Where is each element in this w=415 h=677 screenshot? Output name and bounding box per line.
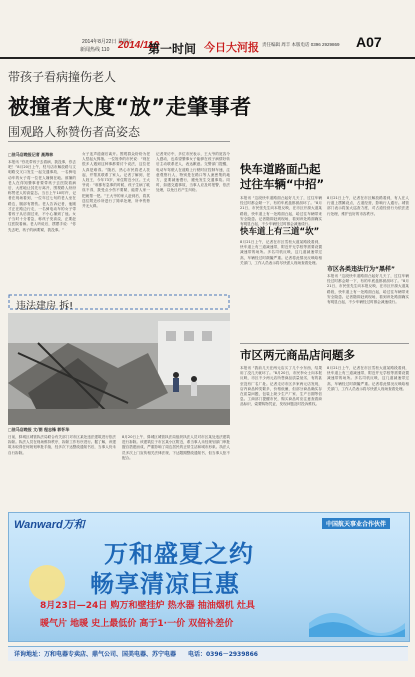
ad-partner-tag: 中国航天事业合作伙伴 [322,518,390,529]
main-subhead: 围观路人称赞伤者高姿态 [8,125,141,139]
badge-110: 2014/110 [118,40,159,51]
story2-body: 8月21日上午，记者在市区雪松大道某路段看到，快车道上有三道减速带，附近并无学校等需要设置减速带的场所。多名司机反映，这几道减速带过高，车辆经过时颠簸严重。记者将此情况反映给相关部门，工作人员表示将尽快派人现场查看处理。 [240,240,322,265]
news-hotline: 新闻热线 110 [80,47,110,53]
story1-title-line2: 过往车辆“中招” [240,177,325,191]
main-headline: 被撞者大度“放”走肇事者 [8,95,252,119]
story3-title: 市区各类违法行为“黑样” [327,266,395,273]
newspaper-logo: 今日大河报 [204,41,259,54]
story3-body: 本报讯 “这段快车道路面凸起好几天了，过往车辆经过时都会颠一下，有的车底盘都被刮坏了。”8月21日，市民张先生向本报反映，在市区开源大道某路段，快车道上有一处路面凸起，给过往车辆带来安全隐患。记者随即赶到现场，看到该处路面确实有明显凸起，不少车辆经过时都会减速绕行。 [327,274,409,305]
main-byline: □驻马店晚报记者 高海林 [8,152,54,157]
story1-body-b: 8月21日上午，记者在市区解放路看到，有人在人行道上摆摊设点，占道经营，影响行人通行。城管部门表示将加大巡查力度，对占道经营行为依法进行处理，维护良好的市容秩序。 [327,196,409,216]
issue-date: 2014年8月22日 星期五 [82,39,133,45]
ad-title-line1: 万和盛夏之约 [104,540,254,568]
story1-title [240,162,324,192]
main-body-col3: 记者采访中，多位市民表示，王大爷的宽容令人感动，也希望肇事女子能够在孩子病情好转后主动联系老人，表达歉意。交警部门提醒，电动车驾驶人在道路上行驶时应控制车速，注意观察行人，特别是在路口等人流密集的地方，更要减速慢行，避免发生交通事故。同时，如遇交通事故，当事人应及时报警，依法处理，以免日后产生纠纷。 [156,152,230,193]
main-body-col2: 女子连声道谢后离开。围观群众纷纷为老人竖起大拇指。一位姓李的市民说：“现在很多人遇到这种事都要讨个说法，这位老人真是难得。”随后，热心市民将老人扶起，并帮其联系了家人。记者了解到，老人姓王，今年73岁，家住附近小区。王大爷说：“谁都有急事的时候，孩子生病了耽误不得，我受点小伤不要紧，能帮人家一把就帮一把。”王大爷的家人赶到后，将其送往附近诊所进行了简单处理，所幸伤势并无大碍。 [82,152,150,209]
story2-title: 快车道上有三道“坎” [240,227,320,237]
story4-body-a: 本报讯 “我前几天在两元店买了几个小东西，结果用了没几天就坏了。”8月20日，市民李女士向本报反映，市区不少两元店所售商品质量低劣，有的甚至没有厂名厂址。记者走访市区多家两元店发现，店内商品种类繁多，价格低廉，但部分商品确实存在质量问题，包装上缺少生产厂家、生产日期等信息。工商部门提醒市民，购买商品时应注意查看商品标识，索要购物凭证，发现问题及时投诉维权。 [240,366,322,407]
photo-caption-text: 日前，驿城区城管执法局联合有关部门对市区某处违法建筑进行依法拆除。执法人员在现场维持秩序，拆除工作有序进行。据了解，该建筑未取得任何规划审批手续，经多次下达整改通知书后，当事人仍未自行拆除。 [8,435,116,455]
waves-icon [309,593,405,637]
demolition-scene-icon [8,313,230,425]
ad-contact-info: 详询地址：万和电器专卖店、鼎气公司、国美电器、苏宁电器 电话：0396－2939866 [14,651,258,658]
right-divider [240,343,409,344]
header-divider [0,57,415,59]
story4-title: 市区两元商品店问题多 [240,348,355,362]
ad-promo-offer: 暖气片 地暖 史上最低价 高于1·一价 双倍补差价 [40,619,234,629]
section-title: 第一时间 [148,42,197,56]
ad-brand: Wanward万和 [14,519,85,531]
story1-body-a: 本报讯 “这段快车道路面凸起好几天了，过往车辆经过时都会颠一下，有的车底盘都被刮坏了。”8月21日，市民张先生向本报反映，在市区开源大道某路段，快车道上有一处路面凸起，给过往车辆带来安全隐患。记者随即赶到现场，看到该处路面确实有明显凸起，不少车辆经过时都会减速绕行。 [240,196,322,227]
main-kicker: 带孩子看病撞伤老人 [8,70,117,84]
page-number: A07 [356,34,382,50]
ad-title-line2: 畅享清凉巨惠 [90,570,240,598]
story4-body-b: 8月21日上午，记者在市区雪松大道某路段看到，快车道上有三道减速带，附近并无学校等需要设置减速带的场所。多名司机反映，这几道减速带过高，车辆经过时颠簸严重。记者将此情况反映给相关部门，工作人员表示将尽快派人现场查看处理。 [327,366,409,391]
photo-byline: □驻马店晚报 文/图 程志锋 郭怀华 [8,427,70,432]
photo-section-label: 违法建房 拆! [16,301,74,312]
demolition-photo [8,313,230,425]
headline-divider [8,141,230,142]
editor-meta: 责任编辑 周丰 本版电话 0396 2929869 [262,42,340,47]
main-body-col1: 本报讯 “你先带孩子去看病，我没事，你去吧！”8月20日上午，驻马店市解放路与文明路交叉口发生一起交通事故，一名骑电动车的女子将一位老人撞倒在地。被撞的老人在得知肇事者要带孩子去医院看病后，大度地让其先行离开，围观路人纷纷称赞老人的高姿态。当日上午10时许，记者在现场看到，一位年过七旬的老人坐在路边，腿部有擦伤。老人告诉记者，他刚才正在路边行走，一名骑电动车的女子带着孩子从后面过来，不小心撞到了他。女子当时十分着急，称孩子发高烧，正要赶往医院看病。老人听说后，摆摆手说：“你先去吧，孩子的病要紧，我没事。” [8,160,76,232]
photo-body-text: 8月20日上午，驿城区城管执法局组织执法人员对市区某处违法建筑进行拆除。该建筑位于市区某小区附近，系当事人未经规划部门审批擅自搭建而成，严重影响了周边居民的正常生活和城市形象。执法人员多次上门宣传相关法律法规，下达限期整改通知书，但当事人拒不配合。 [122,435,230,460]
ad-promo-dates: 8月23日—24日 购万和壁挂炉 热水器 抽油烟机 灶具 [40,601,255,611]
story1-title-line1: 快车道路面凸起 [240,162,321,176]
